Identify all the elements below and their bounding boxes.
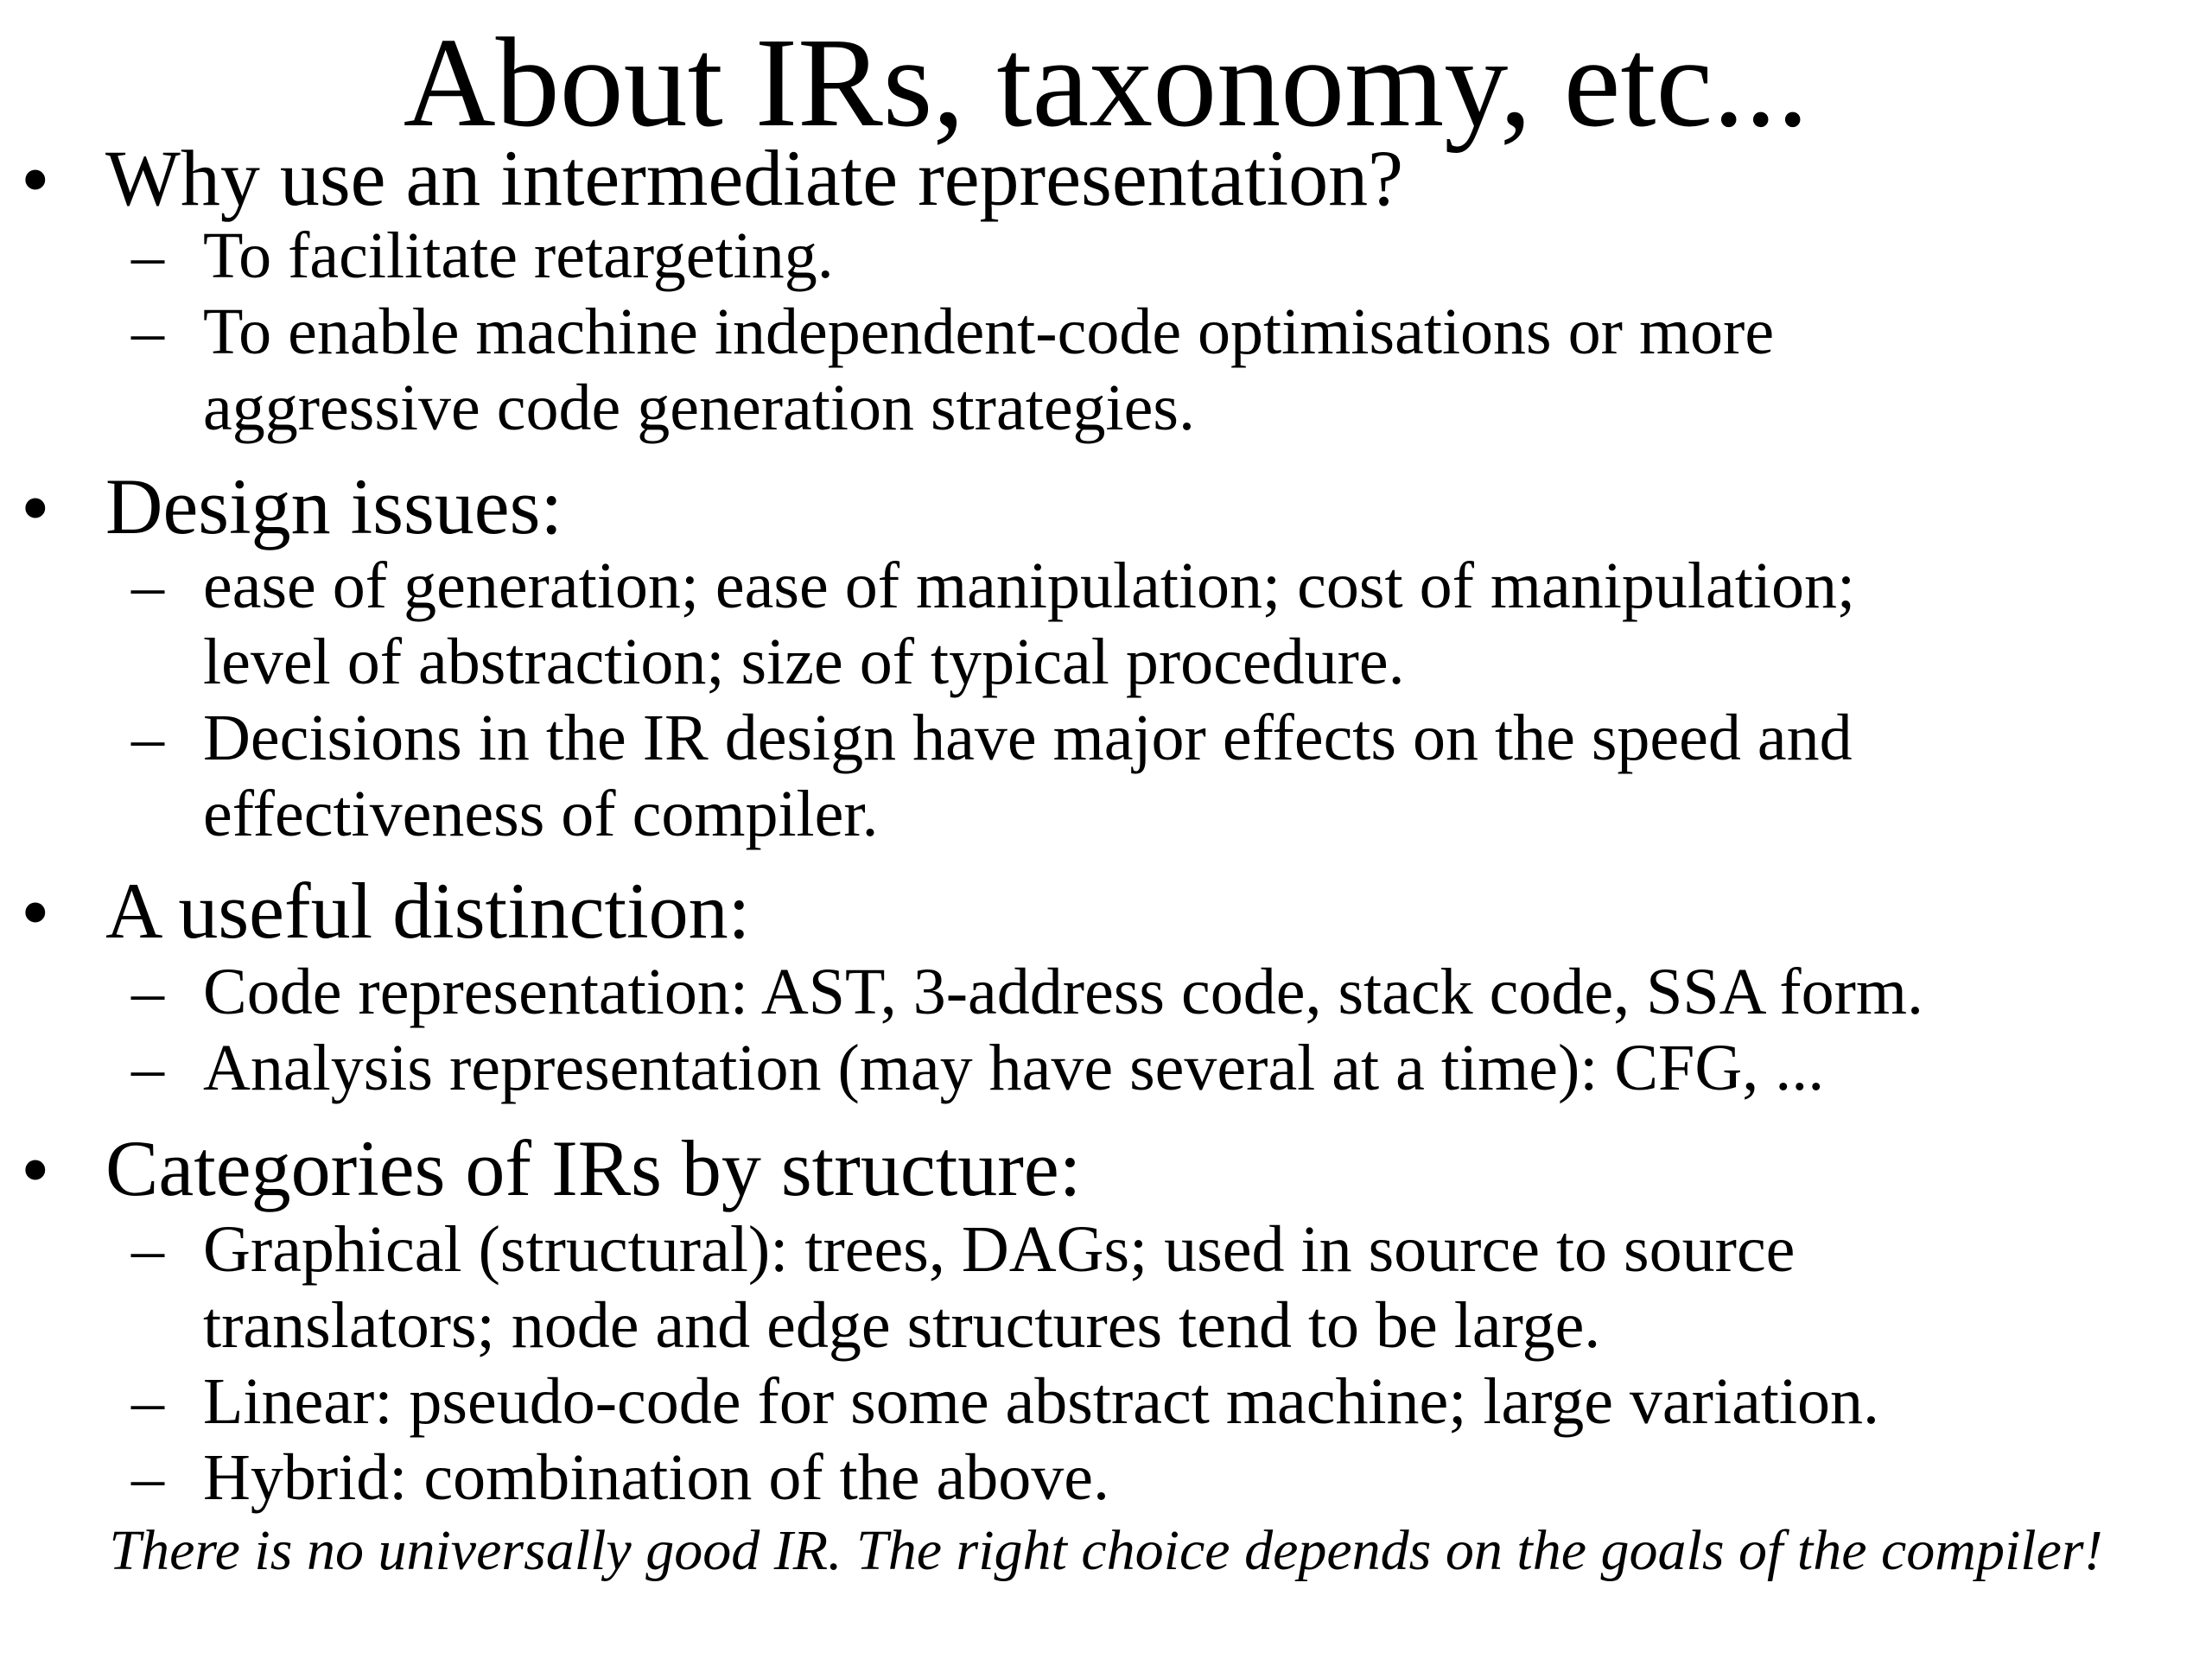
- sub-item-text: Code representation: AST, 3-address code, stack code, SSA form.: [203, 956, 1924, 1028]
- footer-note: There is no universally good IR. The right choice depends on the goals of the compiler!: [109, 1519, 2103, 1582]
- slide-title: About IRs, taxonomy, etc...: [403, 12, 1809, 154]
- bullet-mark: •: [21, 1123, 50, 1216]
- sub-item-text: To enable machine independent-code optimisations or more: [203, 296, 1775, 368]
- sub-item-text: Analysis representation (may have several at a time): CFG, ...: [203, 1032, 1825, 1104]
- sub-mark: –: [131, 1213, 164, 1286]
- sub-item-text: effectiveness of compiler.: [203, 778, 879, 850]
- sub-item-text: ease of generation; ease of manipulation; cost of manipulation;: [203, 550, 1856, 622]
- sub-mark: –: [131, 550, 164, 622]
- sub-mark: –: [131, 702, 164, 774]
- bullet-heading: A useful distinction:: [105, 867, 751, 955]
- sub-item-text: Graphical (structural): trees, DAGs; used in source to source: [203, 1213, 1796, 1286]
- sub-item-text: level of abstraction; size of typical procedure.: [203, 626, 1405, 698]
- sub-mark: –: [131, 219, 164, 292]
- sub-item-text: Linear: pseudo-code for some abstract machine; large variation.: [203, 1365, 1880, 1438]
- sub-mark: –: [131, 296, 164, 368]
- sub-mark: –: [131, 1032, 164, 1104]
- bullet-heading: Design issues:: [105, 462, 563, 550]
- bullet-heading: Categories of IRs by structure:: [105, 1124, 1082, 1212]
- sub-item-text: translators; node and edge structures tend to be large.: [203, 1289, 1601, 1362]
- sub-mark: –: [131, 1365, 164, 1438]
- sub-item-text: Hybrid: combination of the above.: [203, 1441, 1109, 1514]
- sub-mark: –: [131, 956, 164, 1028]
- sub-mark: –: [131, 1441, 164, 1514]
- bullet-mark: •: [21, 133, 50, 226]
- sub-item-text: Decisions in the IR design have major effects on the speed and: [203, 702, 1853, 774]
- sub-item-text: aggressive code generation strategies.: [203, 372, 1195, 444]
- bullet-mark: •: [21, 461, 50, 554]
- sub-item-text: To facilitate retargeting.: [203, 219, 834, 292]
- bullet-mark: •: [21, 866, 50, 958]
- bullet-heading: Why use an intermediate representation?: [105, 134, 1404, 222]
